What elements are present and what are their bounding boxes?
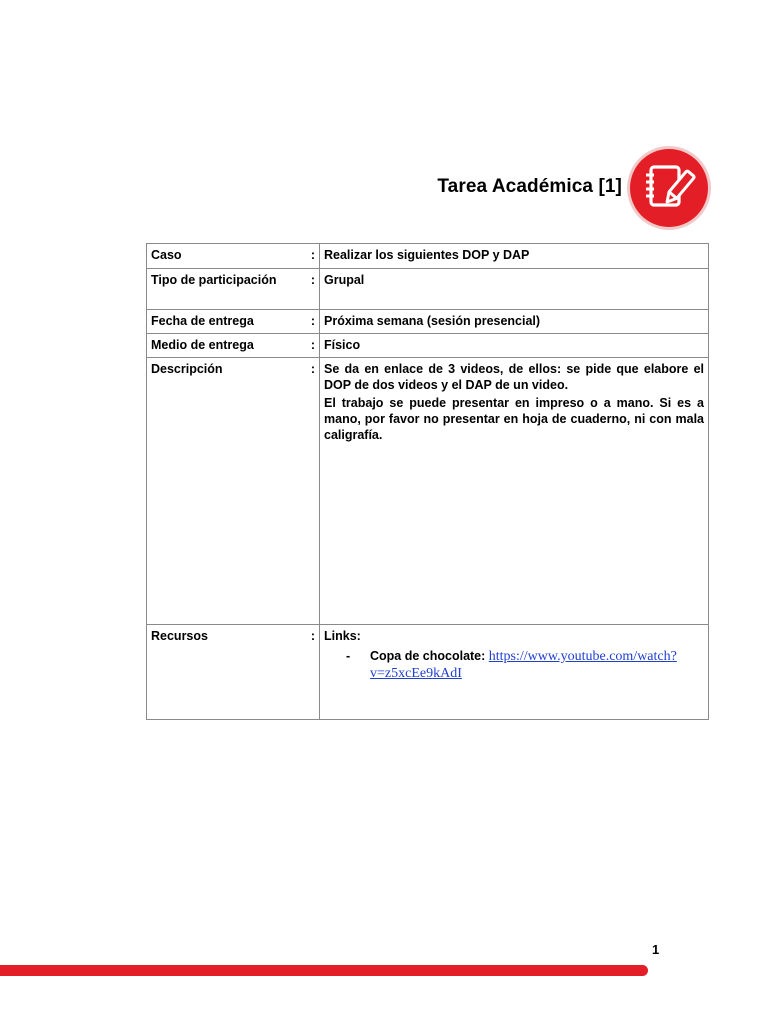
row-value: Grupal bbox=[320, 269, 709, 310]
resources-cell bbox=[320, 625, 709, 720]
description-paragraph: Se da en enlace de 3 videos, de ellos: se pide que elabore el DOP de dos videos y el DAP de un video. bbox=[324, 362, 704, 392]
row-separator: : bbox=[307, 269, 320, 310]
row-label: Tipo de participación bbox=[147, 269, 308, 310]
row-label: Fecha de entrega bbox=[147, 310, 308, 334]
notepad-pencil-icon bbox=[626, 145, 712, 231]
links-heading: Links: bbox=[324, 629, 361, 643]
task-table bbox=[146, 243, 709, 720]
page-title: Tarea Académica [1] bbox=[437, 176, 622, 197]
row-value: Físico bbox=[320, 334, 709, 358]
footer-bar bbox=[0, 965, 648, 976]
list-bullet: - bbox=[346, 649, 351, 663]
row-label: Descripción bbox=[147, 358, 308, 625]
description-paragraph: El trabajo se puede presentar en impreso o a mano. Si es a mano, por favor no presentar en hoja de cuaderno, ni con mala caligrafía. bbox=[324, 396, 704, 442]
table-row-caso bbox=[147, 244, 709, 269]
youtube-link[interactable]: https://www.youtube.com/watch?v=z5xcEe9kAdI bbox=[370, 649, 677, 681]
table-row-medio-entrega bbox=[147, 334, 709, 358]
list-item bbox=[346, 648, 704, 682]
row-label: Caso bbox=[147, 244, 308, 269]
row-value: Próxima semana (sesión presencial) bbox=[320, 310, 709, 334]
row-separator: : bbox=[307, 625, 320, 720]
row-separator: : bbox=[307, 244, 320, 269]
row-label: Recursos bbox=[147, 625, 308, 720]
table-row-fecha-entrega bbox=[147, 310, 709, 334]
page-number: 1 bbox=[652, 942, 660, 957]
table-row-descripcion bbox=[147, 358, 709, 625]
table-row-tipo-participacion bbox=[147, 269, 709, 310]
row-value: Realizar los siguientes DOP y DAP bbox=[320, 244, 709, 269]
row-separator: : bbox=[307, 334, 320, 358]
description-cell bbox=[320, 358, 709, 625]
link-label: Copa de chocolate: bbox=[370, 649, 486, 663]
row-separator: : bbox=[307, 358, 320, 625]
row-label: Medio de entrega bbox=[147, 334, 308, 358]
row-separator: : bbox=[307, 310, 320, 334]
table-row-recursos bbox=[147, 625, 709, 720]
